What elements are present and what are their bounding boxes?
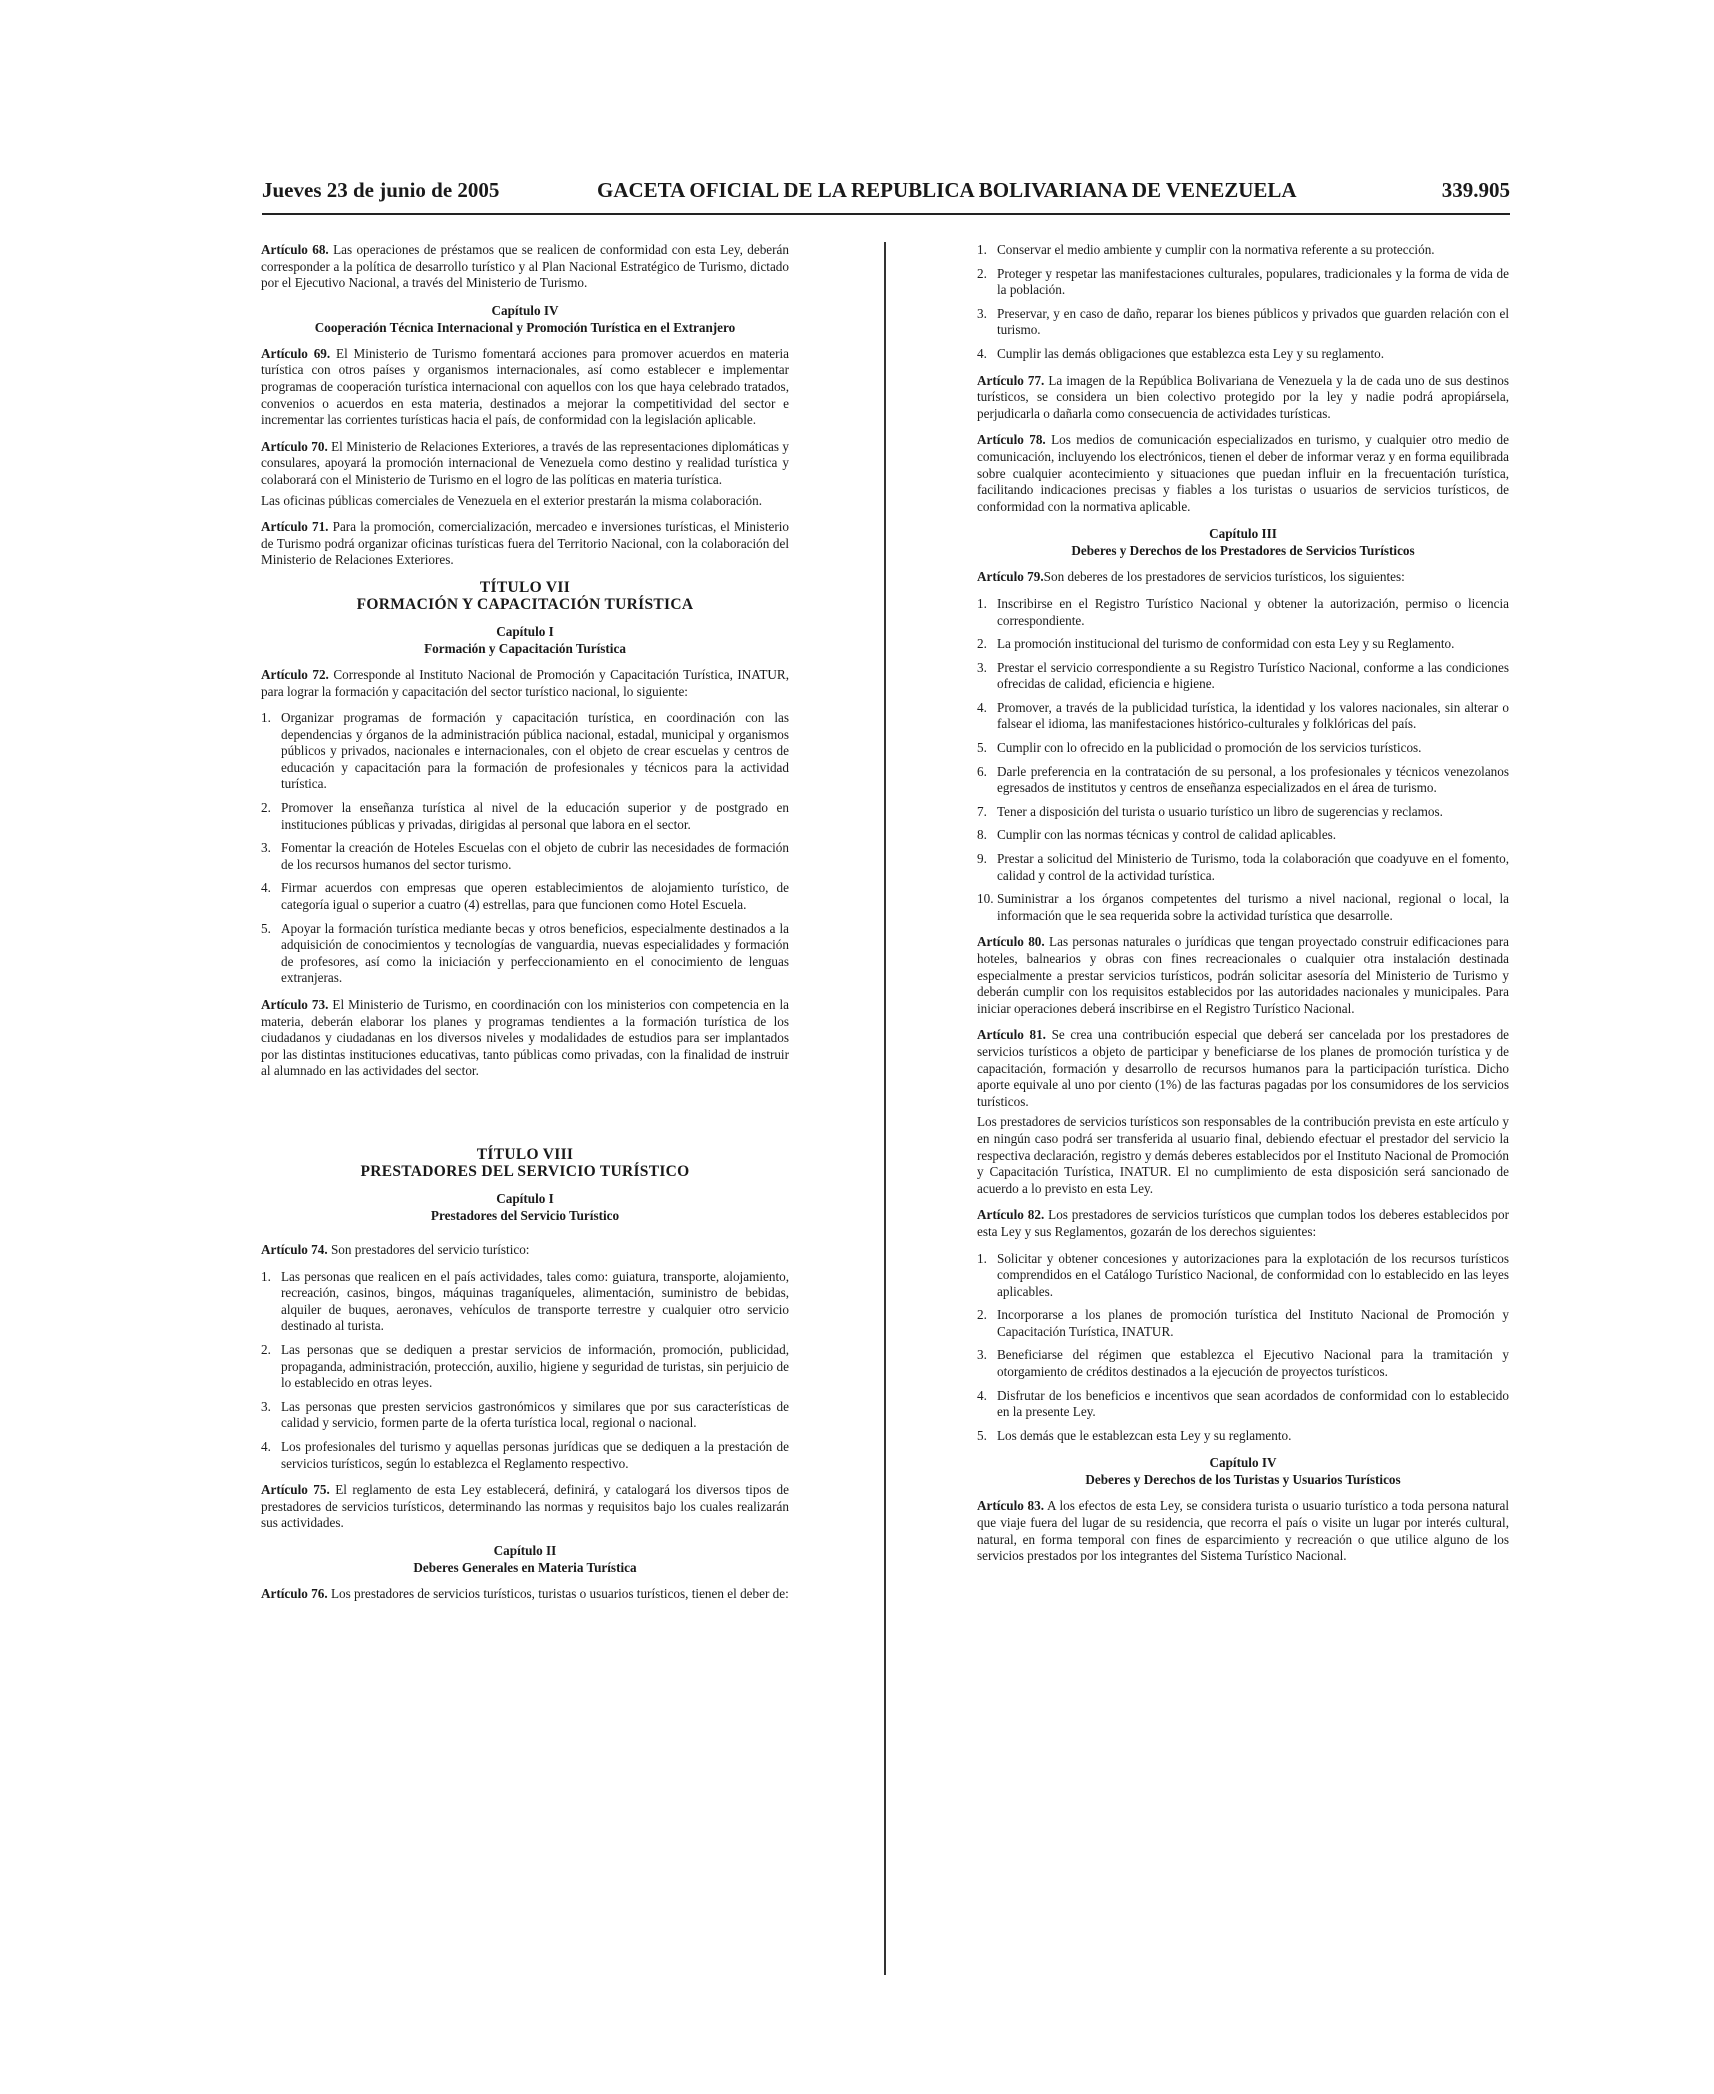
spacer <box>261 1234 789 1242</box>
list-item: 2. Las personas que se dediquen a prestar servicios de información, promoción, publicidad, propaganda, administración, protección, auxilio, higiene y seguridad de turistas, sin perjuicio de lo establecido en otras leyes. <box>261 1341 789 1391</box>
list-item: 2. Proteger y respetar las manifestaciones culturales, populares, tradicionales y la forma de vida de la población. <box>977 265 1509 298</box>
article-81: Artículo 81. Se crea una contribución especial que deberá ser cancelada por los prestadores de servicios turísticos a objeto de participar y beneficiarse de los planes de promoción turística y de capacitación, formación y desarrollo de recursos humanos para la participación turística. Dicho aporte equivale al uno por ciento (1%) de las facturas pagadas por los consumidores de los servicios turísticos. <box>977 1027 1510 1109</box>
list-item: 3. Prestar el servicio correspondiente a su Registro Turístico Nacional, conforme a las condiciones ofrecidas de calidad, eficiencia e higiene. <box>977 659 1509 692</box>
article-79: Artículo 79.Son deberes de los prestadores de servicios turísticos, los siguientes: <box>977 569 1405 585</box>
article-72: Artículo 72. Corresponde al Instituto Nacional de Promoción y Capacitación Turística, INATUR, para lograr la formación y capacitación del sector turístico nacional, lo siguiente: <box>261 666 789 699</box>
chapter-heading: Capítulo I Prestadores del Servicio Turístico <box>430 1190 620 1223</box>
header-date: Jueves 23 de junio de 2005 <box>262 178 500 202</box>
list-item: 5. Apoyar la formación turística mediante becas y otros beneficios, especialmente destinados a la adquisición de conocimientos y tecnologías de vanguardia, nuevas especialidades y formación de profesores, así como la iniciación y perfeccionamiento en el conocimiento de lenguas extranjeras. <box>261 920 789 986</box>
article-73: Artículo 73. El Ministerio de Turismo, en coordinación con los ministerios con competencia en la materia, deberán elaborar los planes y programas tendientes a la formación turística de los ciudadanos y ciudadanas en los diversos niveles y modalidades de estudios para ser implantados por las distintas instituciones educativas, tanto públicas como privadas, con la finalidad de instruir al alumnado en las actividades del sector. <box>261 997 789 1079</box>
article-76-list <box>977 242 1509 363</box>
article-75: Artículo 75. El reglamento de esta Ley establecerá, definirá, y catalogará los diversos tipos de prestadores de servicios turísticos, determinando las normas y requisitos bajo los cuales realizarán sus actividades. <box>261 1482 790 1531</box>
list-item: 8. Cumplir con las normas técnicas y control de calidad aplicables. <box>977 827 1337 843</box>
chapter-heading: Capítulo III Deberes y Derechos de los Prestadores de Servicios Turísticos <box>1071 526 1415 559</box>
list-item: 5. Los demás que le establezcan esta Ley y su reglamento. <box>977 1427 1292 1443</box>
title-heading: TÍTULO VII FORMACIÓN Y CAPACITACIÓN TURÍSTICA <box>356 578 694 613</box>
header-title: GACETA OFICIAL DE LA REPUBLICA BOLIVARIANA DE VENEZUELA <box>597 178 1297 202</box>
list-item: 7. Tener a disposición del turista o usuario turístico un libro de sugerencias y reclamos. <box>977 803 1443 819</box>
list-item: 4. Firmar acuerdos con empresas que operen establecimientos de alojamiento turístico, de categoría igual o superior a cuatro (4) estrellas, para que funcionen como Hotel Escuela. <box>261 880 789 913</box>
list-item: 2. La promoción institucional del turismo de conformidad con esta Ley y su Reglamento. <box>977 636 1455 652</box>
list-item: 6. Darle preferencia en la contratación de su personal, a los profesionales y técnicos venezolanos egresados de institutos y centros de enseñanza especializados en el área de turismo. <box>977 763 1509 796</box>
chapter-heading: Capítulo IV Deberes y Derechos de los Turistas y Usuarios Turísticos <box>1085 1455 1401 1488</box>
list-item: 9. Prestar a solicitud del Ministerio de Turismo, toda la colaboración que coadyuve en el fomento, calidad y control de la actividad turística. <box>977 851 1509 883</box>
list-item: 4. Cumplir las demás obligaciones que establezca esta Ley y su reglamento. <box>977 345 1385 361</box>
list-item: 2. Incorporarse a los planes de promoción turística del Instituto Nacional de Promoción y Capacitación Turística, INATUR. <box>977 1307 1509 1339</box>
article-77: Artículo 77. La imagen de la República Bolivariana de Venezuela y la de cada uno de sus destinos turísticos, se considera un bien colectivo protegido por la ley y nadie podrá apropiársela, perjudicarla o dañarla como consecuencia de actividades turísticas. <box>977 372 1509 421</box>
list-item: 3. Beneficiarse del régimen que establezca el Ejecutivo Nacional para la tramitación y otorgamiento de créditos destinados a la ejecución de proyectos turísticos. <box>977 1347 1509 1380</box>
list-item: 3. Las personas que presten servicios gastronómicos y similares que por sus características de calidad y servicio, formen parte de la oferta turística local, regional o nacional. <box>261 1398 789 1431</box>
article-76: Artículo 76. Los prestadores de servicios turísticos, turistas o usuarios turísticos, tienen el deber de: <box>261 1585 789 1601</box>
article-72-list <box>261 710 789 987</box>
list-item: 10. Suministrar a los órganos competentes del turismo a nivel nacional, regional o local, la información que le sea requerida sobre la actividad turística que desarrolle. <box>977 891 1509 923</box>
right-column <box>977 242 1509 1575</box>
article-74: Artículo 74. Son prestadores del servicio turístico: <box>261 1241 530 1257</box>
article-81-paragraph: Los prestadores de servicios turísticos son responsables de la contribución prevista en este artículo y en ningún caso podrá ser transferida al usuario final, debiendo efectuar el prestador del servicio la respectiva declaración, registro y demás deberes establecidos por el Instituto Nacional de Promoción y Capacitación Turística, INATUR. El no cumplimiento de esta disposición será sancionado de acuerdo a lo previsto en esta Ley. <box>977 1114 1509 1196</box>
article-69: Artículo 69. El Ministerio de Turismo fomentará acciones para promover acuerdos en materia turística con otros países y organismos internacionales, así como establecer e implementar programas de cooperación turística internacional con aquellos con los que haya celebrado tratados, convenios o acuerdos en esta materia, destinados a mejorar la competitividad del sector e incrementar las corrientes turísticas hacia el país, de conformidad con la legislación aplicable. <box>261 345 789 428</box>
spacer <box>261 1090 789 1136</box>
list-item: 4. Promover, a través de la publicidad turística, la identidad y los valores nacionales, sin alterar o falsear el idioma, las manifestaciones histórico-culturales y folklóricas del país. <box>977 699 1509 732</box>
chapter-heading: Capítulo I Formación y Capacitación Turística <box>424 623 626 656</box>
header-page-number: 339.905 <box>1441 178 1510 202</box>
article-82: Artículo 82. Los prestadores de servicios turísticos que cumplan todos los deberes establecidos por esta Ley y sus Reglamentos, gozarán de los derechos siguientes: <box>977 1207 1510 1239</box>
list-item: 1. Las personas que realicen en el país actividades, tales como: guiatura, transporte, alojamiento, recreación, casinos, bingos, máquinas traganíqueles, alimentación, suministro de bebidas, alquiler de buques, aeronaves, vehículos de transporte terrestre y cualquier otro servicio destinado al turista. <box>261 1268 789 1334</box>
article-74-list <box>261 1269 789 1473</box>
chapter-heading: Capítulo IV Cooperación Técnica Internacional y Promoción Turística en el Extranjero <box>314 302 736 335</box>
list-item: 4. Los profesionales del turismo y aquellas personas jurídicas que se dediquen a la prestación de servicios turísticos, según lo establezca el Reglamento respectivo. <box>261 1438 789 1471</box>
article-68: Artículo 68. Las operaciones de préstamos que se realicen de conformidad con esta Ley, deberán corresponder a la política de desarrollo turístico y al Plan Nacional Estratégico de Turismo, dictado por el Ejecutivo Nacional, a través del Ministerio de Turismo. <box>261 242 790 291</box>
column-divider <box>884 242 886 1975</box>
list-item: 4. Disfrutar de los beneficios e incentivos que sean acordados de conformidad con lo establecido en la presente Ley. <box>977 1387 1509 1420</box>
article-70-paragraph: Las oficinas públicas comerciales de Venezuela en el exterior prestarán la misma colaboración. <box>261 492 763 508</box>
article-80: Artículo 80. Las personas naturales o jurídicas que tengan proyectado construir edificaciones para hoteles, balnearios y obras con fines recreacionales o cualquier otra instalación destinada especialmente a prestar servicios turísticos, podrán solicitar asesoría del Ministerio de Turismo y deberán cumplir con los requisitos establecidos por las autoridades nacionales y municipales. Para iniciar operaciones deberá inscribirse en el Registro Turístico Nacional. <box>977 934 1509 1016</box>
list-item: 3. Fomentar la creación de Hoteles Escuelas con el objeto de cubrir las necesidades de formación de los recursos humanos del sector turismo. <box>261 840 789 872</box>
list-item: 3. Preservar, y en caso de daño, reparar los bienes públicos y privados que guarden relación con el turismo. <box>977 305 1509 338</box>
page-header <box>262 178 1510 208</box>
header-rule <box>262 213 1510 215</box>
left-column <box>261 242 789 1612</box>
list-item: 1. Solicitar y obtener concesiones y autorizaciones para la explotación de los recursos turísticos comprendidos en el Catálogo Turístico Nacional, de conformidad con lo establecido en las leyes aplicables. <box>977 1250 1509 1299</box>
article-79-list <box>977 596 1509 925</box>
list-item: 5. Cumplir con lo ofrecido en la publicidad o promoción de los servicios turísticos. <box>977 740 1422 756</box>
article-70: Artículo 70. El Ministerio de Relaciones Exteriores, a través de las representaciones diplomáticas y consulares, apoyará la promoción internacional de Venezuela como destino y realidad turística y colaborará con el Ministerio de Turismo en el logro de las políticas en materia turística. <box>261 438 789 487</box>
article-71: Artículo 71. Para la promoción, comercialización, mercadeo e inversiones turísticas, el Ministerio de Turismo podrá organizar oficinas turísticas fuera del Territorio Nacional, con la colaboración del Ministerio de Relaciones Exteriores. <box>261 519 789 568</box>
list-item: 2. Promover la enseñanza turística al nivel de la educación superior y de postgrado en instituciones públicas y privadas, dirigidas al personal que labora en el sector. <box>261 800 789 832</box>
chapter-heading: Capítulo II Deberes Generales en Materia Turística <box>413 1542 637 1575</box>
list-item: 1. Organizar programas de formación y capacitación turística, en coordinación con las dependencias y órganos de la administración pública nacional, estadal, municipal y organismos públicos y privados, nacionales e internacionales, con el objeto de crear escuelas y centros de educación y capacitación para la formación de profesionales y técnicos para la actividad turística. <box>261 710 789 792</box>
list-item: 1. Conservar el medio ambiente y cumplir con la normativa referente a su protección. <box>977 242 1435 257</box>
list-item: 1. Inscribirse en el Registro Turístico Nacional y obtener la autorización, permiso o licencia correspondiente. <box>977 595 1509 628</box>
article-78: Artículo 78. Los medios de comunicación especializados en turismo, y cualquier otro medio de comunicación, incluyendo los electrónicos, tienen el deber de informar veraz y en forma equilibrada sobre cualquier acontecimiento y situaciones que puedan influir en la frecuentación turística, facilitando indicaciones precisas y fiables a los turistas o usuarios de servicios turísticos, de conformidad con la normativa aplicable. <box>977 432 1509 514</box>
article-83: Artículo 83. A los efectos de esta Ley, se considera turista o usuario turístico a toda persona natural que viaje fuera del lugar de su residencia, que recorra el país o visite un lugar por interés cultural, natural, en forma temporal con fines de esparcimiento y recreación o que utilice alguno de los servicios prestados por los integrantes del Sistema Turístico Nacional. <box>977 1498 1509 1564</box>
title-heading: TÍTULO VIII PRESTADORES DEL SERVICIO TURÍSTICO <box>360 1145 690 1180</box>
article-82-list <box>977 1251 1509 1445</box>
